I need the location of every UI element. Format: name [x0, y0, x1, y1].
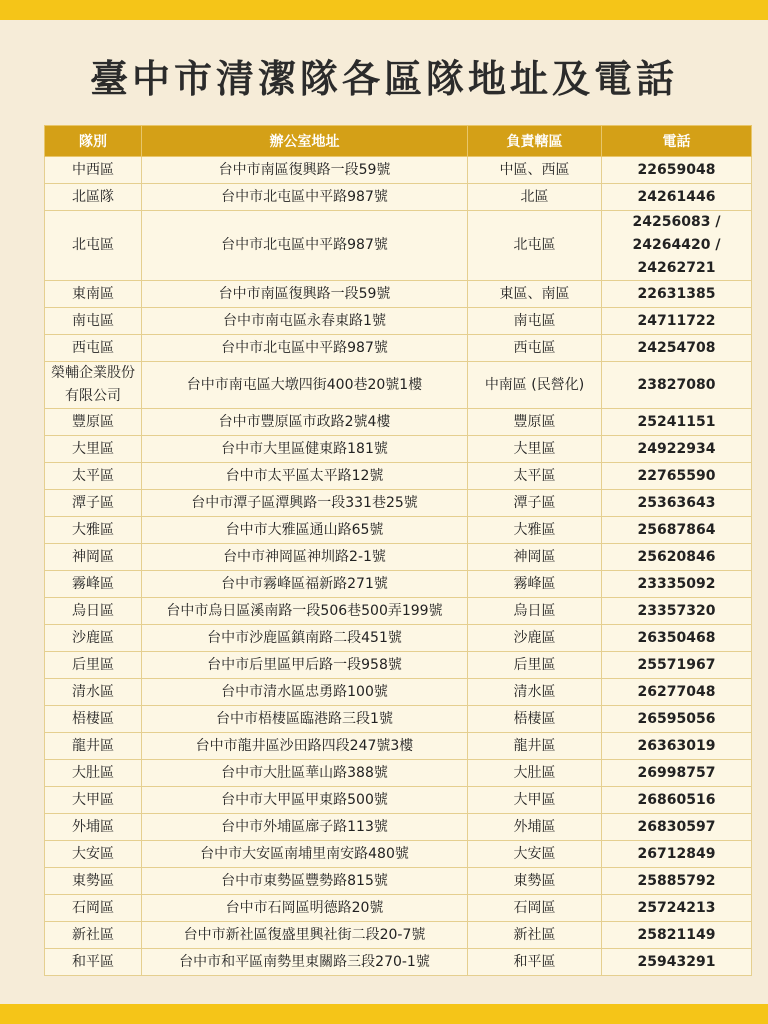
- address-cell: 台中市烏日區溪南路一段506巷500弄199號: [142, 598, 468, 625]
- header-district: 負責轄區: [468, 126, 602, 157]
- table-row: [45, 895, 752, 922]
- team-cell: 外埔區: [45, 814, 142, 841]
- team-cell: 中西區: [45, 157, 142, 184]
- phone-cell: 26363019: [602, 733, 752, 760]
- district-cell: 大安區: [468, 841, 602, 868]
- district-cell: 太平區: [468, 463, 602, 490]
- phone-cell: 25241151: [602, 409, 752, 436]
- team-cell: 榮輔企業股份有限公司: [45, 362, 142, 409]
- team-cell: 梧棲區: [45, 706, 142, 733]
- phone-cell: 25363643: [602, 490, 752, 517]
- phone-cell: 24254708: [602, 335, 752, 362]
- team-cell: 大安區: [45, 841, 142, 868]
- phone-cell: 22765590: [602, 463, 752, 490]
- team-cell: 新社區: [45, 922, 142, 949]
- team-cell: 后里區: [45, 652, 142, 679]
- phone-cell: 25687864: [602, 517, 752, 544]
- address-cell: 台中市北屯區中平路987號: [142, 335, 468, 362]
- header-address: 辦公室地址: [142, 126, 468, 157]
- district-cell: 梧棲區: [468, 706, 602, 733]
- address-cell: 台中市大安區南埔里南安路480號: [142, 841, 468, 868]
- team-cell: 大雅區: [45, 517, 142, 544]
- team-cell: 南屯區: [45, 308, 142, 335]
- phone-cell: 26712849: [602, 841, 752, 868]
- top-accent-band: [0, 0, 768, 20]
- district-cell: 北區: [468, 184, 602, 211]
- district-cell: 東勢區: [468, 868, 602, 895]
- district-cell: 大里區: [468, 436, 602, 463]
- phone-cell: 25885792: [602, 868, 752, 895]
- team-cell: 西屯區: [45, 335, 142, 362]
- table-row: [45, 733, 752, 760]
- table-row: [45, 598, 752, 625]
- address-cell: 台中市和平區南勢里東關路三段270-1號: [142, 949, 468, 976]
- district-cell: 大甲區: [468, 787, 602, 814]
- address-cell: 台中市北屯區中平路987號: [142, 211, 468, 281]
- district-cell: 后里區: [468, 652, 602, 679]
- district-cell: 南屯區: [468, 308, 602, 335]
- table-row: [45, 362, 752, 409]
- table-row: [45, 652, 752, 679]
- address-cell: 台中市外埔區廍子路113號: [142, 814, 468, 841]
- district-cell: 霧峰區: [468, 571, 602, 598]
- table-row: [45, 211, 752, 281]
- phone-cell: 23357320: [602, 598, 752, 625]
- team-cell: 豐原區: [45, 409, 142, 436]
- phone-cell: 26595056: [602, 706, 752, 733]
- team-cell: 大肚區: [45, 760, 142, 787]
- district-cell: 東區、南區: [468, 281, 602, 308]
- district-cell: 潭子區: [468, 490, 602, 517]
- table-row: [45, 517, 752, 544]
- team-cell: 龍井區: [45, 733, 142, 760]
- team-cell: 沙鹿區: [45, 625, 142, 652]
- team-cell: 東南區: [45, 281, 142, 308]
- address-cell: 台中市南區復興路一段59號: [142, 281, 468, 308]
- team-cell: 大甲區: [45, 787, 142, 814]
- team-cell: 潭子區: [45, 490, 142, 517]
- phone-cell: 24256083 / 24264420 / 24262721: [602, 211, 752, 281]
- address-cell: 台中市大甲區甲東路500號: [142, 787, 468, 814]
- address-cell: 台中市新社區復盛里興社街二段20-7號: [142, 922, 468, 949]
- phone-cell: 26860516: [602, 787, 752, 814]
- address-cell: 台中市北屯區中平路987號: [142, 184, 468, 211]
- phone-cell: 25724213: [602, 895, 752, 922]
- table-row: [45, 157, 752, 184]
- district-cell: 大肚區: [468, 760, 602, 787]
- table-row: [45, 949, 752, 976]
- district-cell: 中南區 (民營化): [468, 362, 602, 409]
- phone-cell: 25571967: [602, 652, 752, 679]
- table-row: [45, 184, 752, 211]
- district-cell: 沙鹿區: [468, 625, 602, 652]
- team-cell: 東勢區: [45, 868, 142, 895]
- address-cell: 台中市大雅區通山路65號: [142, 517, 468, 544]
- table-row: [45, 308, 752, 335]
- table-row: [45, 544, 752, 571]
- address-cell: 台中市后里區甲后路一段958號: [142, 652, 468, 679]
- address-cell: 台中市龍井區沙田路四段247號3樓: [142, 733, 468, 760]
- table-row: [45, 922, 752, 949]
- table-row: [45, 409, 752, 436]
- district-cell: 大雅區: [468, 517, 602, 544]
- table-row: [45, 335, 752, 362]
- phone-cell: 25943291: [602, 949, 752, 976]
- table-row: [45, 679, 752, 706]
- table-row: [45, 436, 752, 463]
- address-cell: 台中市豐原區市政路2號4樓: [142, 409, 468, 436]
- table-row: [45, 571, 752, 598]
- district-cell: 石岡區: [468, 895, 602, 922]
- district-cell: 龍井區: [468, 733, 602, 760]
- table-row: [45, 490, 752, 517]
- team-cell: 大里區: [45, 436, 142, 463]
- team-cell: 烏日區: [45, 598, 142, 625]
- header-team: 隊別: [45, 126, 142, 157]
- table-body: [45, 157, 752, 976]
- phone-cell: 26998757: [602, 760, 752, 787]
- phone-cell: 26277048: [602, 679, 752, 706]
- team-cell: 霧峰區: [45, 571, 142, 598]
- table-row: [45, 625, 752, 652]
- contact-table: [44, 125, 752, 976]
- page-title: 臺中市清潔隊各區隊地址及電話: [89, 56, 678, 101]
- phone-cell: 25821149: [602, 922, 752, 949]
- phone-cell: 26350468: [602, 625, 752, 652]
- table-row: [45, 868, 752, 895]
- table-row: [45, 841, 752, 868]
- address-cell: 台中市梧棲區臨港路三段1號: [142, 706, 468, 733]
- district-cell: 外埔區: [468, 814, 602, 841]
- team-cell: 和平區: [45, 949, 142, 976]
- phone-cell: 24711722: [602, 308, 752, 335]
- district-cell: 清水區: [468, 679, 602, 706]
- address-cell: 台中市大里區健東路181號: [142, 436, 468, 463]
- district-cell: 和平區: [468, 949, 602, 976]
- address-cell: 台中市南屯區大墩四街400巷20號1樓: [142, 362, 468, 409]
- address-cell: 台中市大肚區華山路388號: [142, 760, 468, 787]
- address-cell: 台中市清水區忠勇路100號: [142, 679, 468, 706]
- table-header-row: [45, 126, 752, 157]
- table-row: [45, 787, 752, 814]
- district-cell: 神岡區: [468, 544, 602, 571]
- phone-cell: 25620846: [602, 544, 752, 571]
- team-cell: 清水區: [45, 679, 142, 706]
- phone-cell: 22659048: [602, 157, 752, 184]
- address-cell: 台中市南屯區永春東路1號: [142, 308, 468, 335]
- phone-cell: 26830597: [602, 814, 752, 841]
- table-row: [45, 814, 752, 841]
- phone-cell: 23335092: [602, 571, 752, 598]
- address-cell: 台中市東勢區豐勢路815號: [142, 868, 468, 895]
- table-row: [45, 463, 752, 490]
- address-cell: 台中市潭子區潭興路一段331巷25號: [142, 490, 468, 517]
- phone-cell: 23827080: [602, 362, 752, 409]
- district-cell: 西屯區: [468, 335, 602, 362]
- team-cell: 石岡區: [45, 895, 142, 922]
- district-cell: 北屯區: [468, 211, 602, 281]
- district-cell: 烏日區: [468, 598, 602, 625]
- district-cell: 豐原區: [468, 409, 602, 436]
- district-cell: 中區、西區: [468, 157, 602, 184]
- team-cell: 神岡區: [45, 544, 142, 571]
- header-phone: 電話: [602, 126, 752, 157]
- team-cell: 北區隊: [45, 184, 142, 211]
- bottom-accent-band: [0, 1004, 768, 1024]
- team-cell: 北屯區: [45, 211, 142, 281]
- phone-cell: 24922934: [602, 436, 752, 463]
- address-cell: 台中市南區復興路一段59號: [142, 157, 468, 184]
- address-cell: 台中市霧峰區福新路271號: [142, 571, 468, 598]
- address-cell: 台中市石岡區明德路20號: [142, 895, 468, 922]
- district-cell: 新社區: [468, 922, 602, 949]
- address-cell: 台中市沙鹿區鎮南路二段451號: [142, 625, 468, 652]
- phone-cell: 22631385: [602, 281, 752, 308]
- table-row: [45, 706, 752, 733]
- table-row: [45, 281, 752, 308]
- address-cell: 台中市太平區太平路12號: [142, 463, 468, 490]
- address-cell: 台中市神岡區神圳路2-1號: [142, 544, 468, 571]
- phone-cell: 24261446: [602, 184, 752, 211]
- team-cell: 太平區: [45, 463, 142, 490]
- table-row: [45, 760, 752, 787]
